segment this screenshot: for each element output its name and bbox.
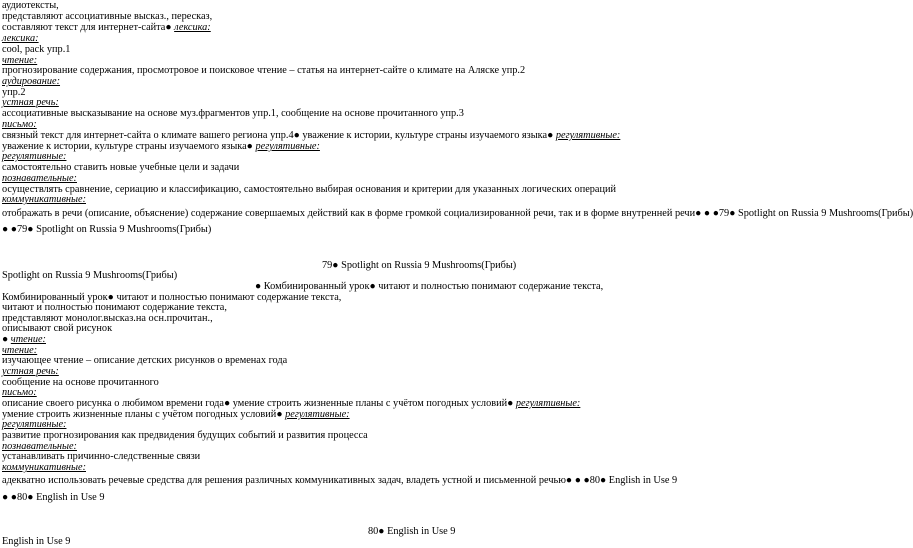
section-heading: устная речь:	[2, 366, 59, 377]
section-heading: регулятивные:	[555, 130, 621, 141]
text-line	[2, 334, 46, 346]
page-footer: 80● English in Use 9	[368, 526, 456, 537]
text-span: составляют текст для интернет-сайта●	[2, 22, 175, 33]
text-span: умение строить жизненные планы с учётом погодных условий●	[2, 409, 286, 420]
text-line: читают и полностью понимают содержание текста,	[2, 302, 227, 313]
text-line: осуществлять сравнение, сериацию и классификацию, самостоятельно выбирая основания и критерии для указанных логических операций	[2, 184, 617, 195]
section-heading: чтение:	[2, 55, 38, 66]
text-line: Spotlight on Russia 9 Mushrooms(Грибы)	[2, 270, 178, 281]
text-line: ● ●80● English in Use 9	[2, 492, 105, 503]
text-line: развитие прогнозирования как предвидения будущих событий и развития процесса	[2, 430, 368, 441]
page-footer: 79● Spotlight on Russia 9 Mushrooms(Грибы)	[322, 260, 517, 271]
section-heading: устная речь:	[2, 97, 59, 108]
section-heading: лексика:	[174, 22, 211, 33]
section-heading: познавательные:	[2, 441, 77, 452]
text-line	[2, 22, 211, 34]
text-line: описывают свой рисунок	[2, 323, 113, 334]
text-line: упр.2	[2, 87, 26, 98]
section-heading: лексика:	[2, 33, 39, 44]
section-heading: аудирование:	[2, 76, 61, 87]
text-line: аудиотексты,	[2, 0, 59, 11]
text-line	[2, 398, 580, 410]
text-line	[2, 130, 620, 142]
text-line: отображать в речи (описание, объяснение) содержание совершаемых действий как в форме громкой социализированной речи, так и в форме внутренней речи● ● ●79● Spotlight on Russia 9 Mushrooms(Грибы)	[2, 208, 913, 219]
text-line: устанавливать причинно-следственные связи	[2, 451, 201, 462]
text-line: ассоциативные высказывание на основе муз.фрагментов упр.1, сообщение на основе прочитанного упр.3	[2, 108, 464, 119]
section-heading: регулятивные:	[255, 141, 320, 152]
text-span: уважение к истории, культуре страны изучаемого языка●	[2, 141, 256, 152]
section-heading: письмо:	[2, 119, 37, 130]
section-heading: коммуникативные:	[2, 194, 86, 205]
section-heading: регулятивные:	[2, 151, 67, 162]
text-line: прогнозирование содержания, просмотровое и поисковое чтение – статья на интернет-сайте о климате на Аляске упр.2	[2, 65, 526, 76]
text-line: ● Комбинированный урок● читают и полностью понимают содержание текста,	[255, 281, 604, 292]
text-line: сообщение на основе прочитанного	[2, 377, 159, 388]
section-heading: регулятивные:	[285, 409, 350, 420]
text-line: самостоятельно ставить новые учебные цели и задачи	[2, 162, 240, 173]
text-line: изучающее чтение – описание детских рисунков о временах года	[2, 355, 288, 366]
text-span: связный текст для интернет-сайта о климате вашего региона упр.4● уважение к истории, культуре страны изучаемого языка●	[2, 130, 556, 141]
text-line: ● ●79● Spotlight on Russia 9 Mushrooms(Грибы)	[2, 224, 212, 235]
section-heading: письмо:	[2, 387, 37, 398]
bullet-icon: ●	[2, 334, 11, 345]
section-heading: коммуникативные:	[2, 462, 86, 473]
text-line: представляют ассоциативные высказ., пересказ,	[2, 11, 213, 22]
text-line: Комбинированный урок● читают и полностью понимают содержание текста,	[2, 292, 342, 303]
text-line: представляют монолог.высказ.на осн.прочитан.,	[2, 313, 213, 324]
text-span: описание своего рисунка о любимом времени года● умение строить жизненные планы с учётом погодных условий●	[2, 398, 516, 409]
section-heading: познавательные:	[2, 173, 77, 184]
text-line: cool, pack упр.1	[2, 44, 71, 55]
text-line: English in Use 9	[2, 536, 71, 547]
section-heading: чтение:	[2, 345, 38, 356]
section-heading: регулятивные:	[515, 398, 581, 409]
section-heading: чтение:	[10, 334, 46, 345]
section-heading: регулятивные:	[2, 419, 67, 430]
text-line: адекватно использовать речевые средства для решения различных коммуникативных задач, владеть устной и письменной речью● ● ●80● English in Use 9	[2, 475, 678, 486]
